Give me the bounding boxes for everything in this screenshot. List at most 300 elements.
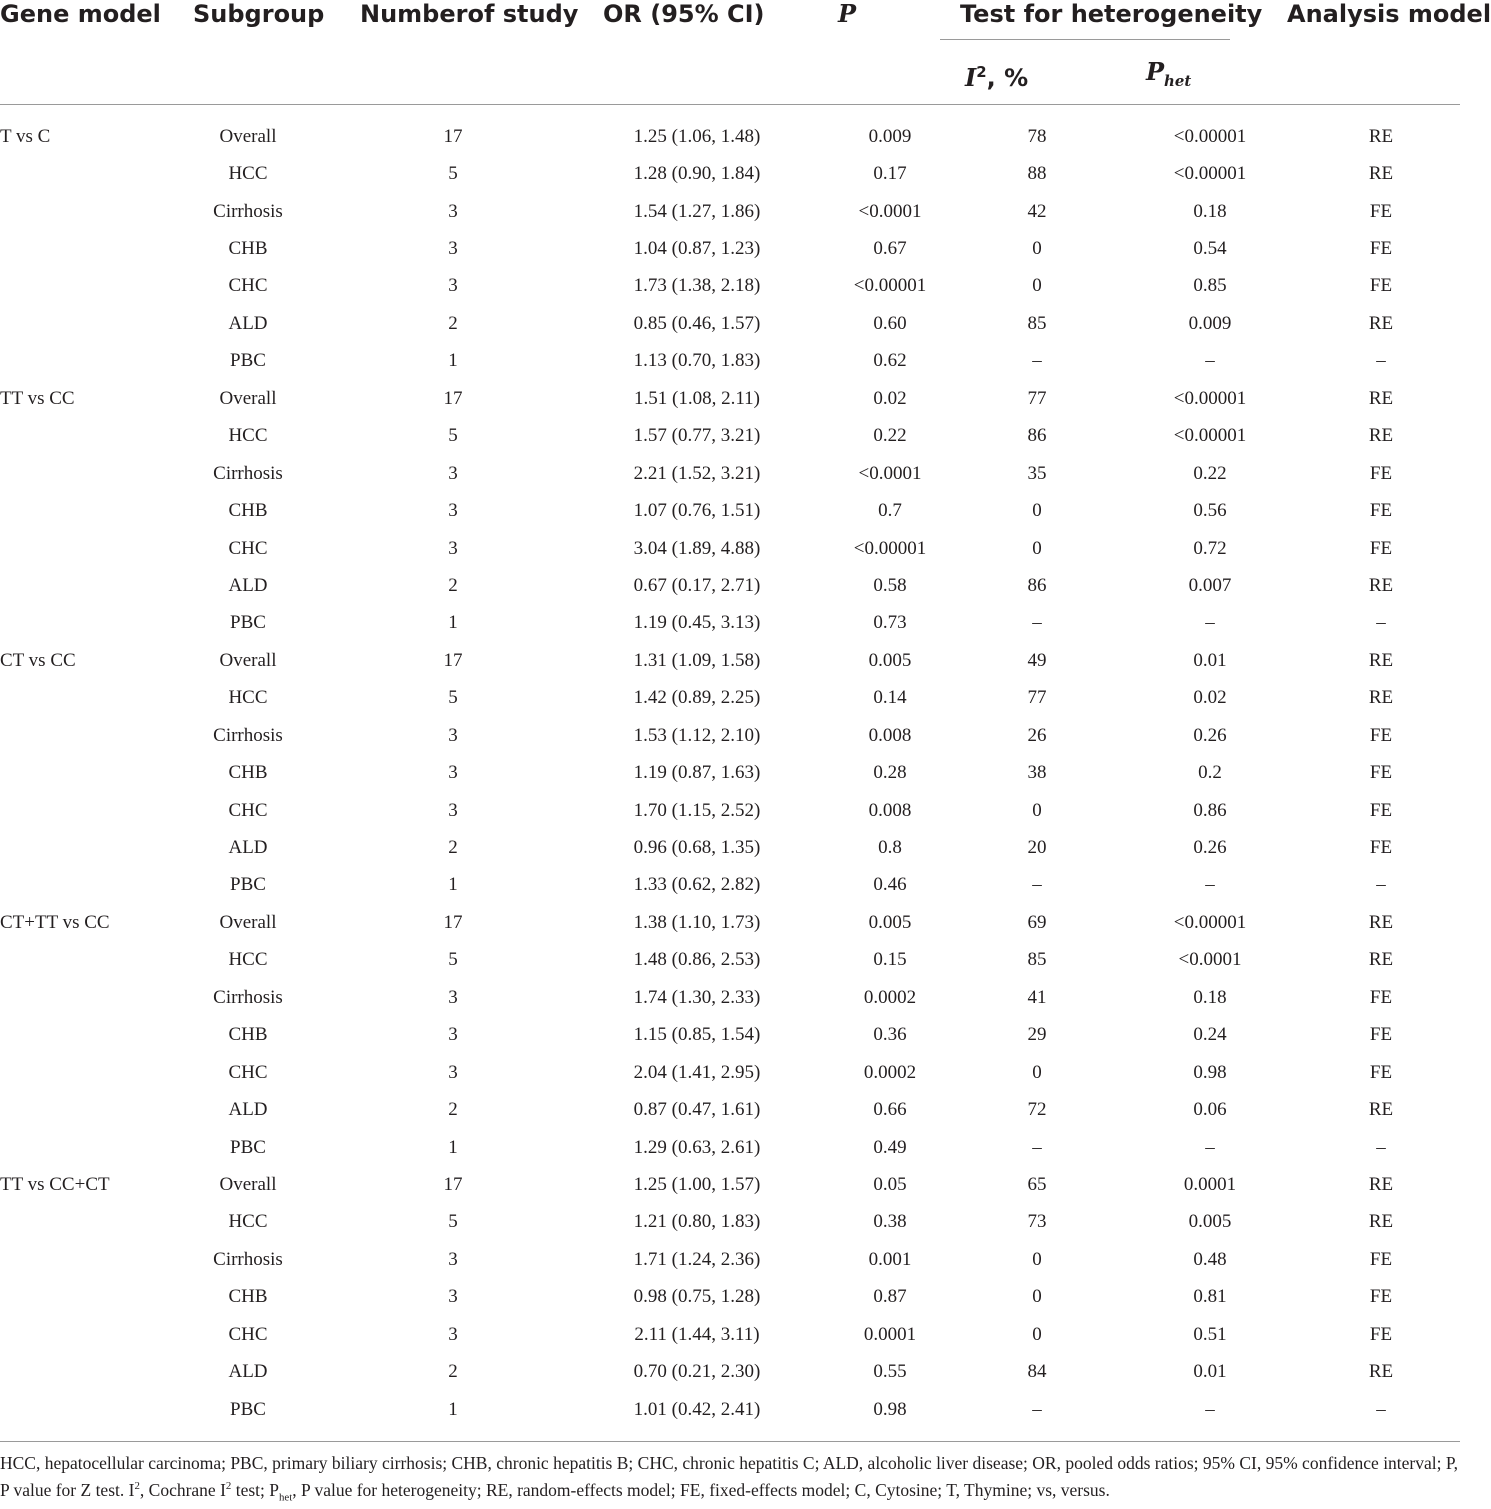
analysis-model-cell: RE	[1368, 312, 1394, 334]
header-phet	[1146, 56, 1191, 97]
i2-cell: –	[1032, 1136, 1042, 1158]
phet-cell: –	[1205, 1136, 1215, 1158]
header-gene-model: Gene model	[0, 0, 161, 28]
analysis-model-cell: FE	[1369, 537, 1393, 559]
table-row	[0, 867, 1460, 904]
table-row	[0, 1241, 1460, 1278]
or-ci-cell: 0.85 (0.46, 1.57)	[633, 312, 761, 334]
subgroup-cell: CHC	[228, 537, 268, 559]
phet-cell: <0.00001	[1173, 425, 1247, 447]
gene-model-cell: TT vs CC	[0, 387, 75, 409]
i2-cell: 38	[1027, 762, 1047, 784]
header-or-ci: OR (95% CI)	[603, 0, 765, 28]
heterogeneity-underline	[940, 39, 1230, 40]
or-ci-cell: 1.21 (0.80, 1.83)	[633, 1211, 761, 1233]
table-row	[0, 455, 1460, 492]
or-ci-cell: 2.04 (1.41, 2.95)	[633, 1061, 761, 1083]
footnote-text-1: HCC, hepatocellular carcinoma; PBC, primary biliary cirrhosis; CHB, chronic hepatitis B; CHC, chronic hepatitis C; ALD, alcoholic liver disease; OR, pooled odds ratios; 95% CI, 95% confidence interval; P, P value for Z test. I	[0, 1453, 1459, 1500]
analysis-model-cell: –	[1376, 874, 1386, 896]
footer-divider	[0, 1441, 1460, 1442]
number-of-study-cell: 5	[448, 949, 458, 971]
i2-cell: 73	[1027, 1211, 1047, 1233]
table-row	[0, 904, 1460, 941]
phet-cell: <0.00001	[1173, 125, 1247, 147]
i2-cell: 78	[1027, 125, 1047, 147]
phet-cell: –	[1205, 1398, 1215, 1420]
table-row	[0, 605, 1460, 642]
analysis-model-cell: RE	[1368, 911, 1394, 933]
i2-cell: 0	[1032, 537, 1042, 559]
results-table-body	[0, 118, 1460, 1428]
i2-cell: 65	[1027, 1173, 1047, 1195]
gene-model-cell	[0, 754, 160, 791]
or-ci-cell: 1.38 (1.10, 1.73)	[633, 911, 761, 933]
number-of-study-cell: 17	[443, 125, 463, 147]
i2-cell: 86	[1027, 574, 1047, 596]
gene-model-cell	[0, 1204, 160, 1241]
p-value-cell: 0.62	[873, 350, 907, 372]
or-ci-cell: 1.19 (0.45, 3.13)	[633, 612, 761, 634]
i2-cell: 42	[1027, 200, 1047, 222]
phet-cell: <0.0001	[1178, 949, 1242, 971]
footnote	[0, 1452, 1460, 1509]
i2-cell: 20	[1027, 837, 1047, 859]
number-of-study-cell: 1	[448, 1398, 458, 1420]
phet-cell: <0.00001	[1173, 163, 1247, 185]
analysis-model-cell: FE	[1369, 500, 1393, 522]
table-row	[0, 1091, 1460, 1128]
number-of-study-cell: 3	[448, 799, 458, 821]
table-row	[0, 754, 1460, 791]
header-i2-base: I	[965, 63, 977, 92]
analysis-model-cell: –	[1376, 350, 1386, 372]
table-row	[0, 1017, 1460, 1054]
p-value-cell: 0.17	[873, 163, 907, 185]
table-row	[0, 193, 1460, 230]
table-row	[0, 567, 1460, 604]
subgroup-cell: HCC	[228, 163, 268, 185]
gene-model-cell	[0, 1129, 160, 1166]
analysis-model-cell: RE	[1368, 1099, 1394, 1121]
gene-model-cell: T vs C	[0, 125, 51, 147]
analysis-model-cell: RE	[1368, 125, 1394, 147]
analysis-model-cell: RE	[1368, 1361, 1394, 1383]
table-row	[0, 230, 1460, 267]
analysis-model-cell: FE	[1369, 986, 1393, 1008]
subgroup-cell: Cirrhosis	[213, 200, 283, 222]
p-value-cell: <0.0001	[858, 462, 922, 484]
analysis-model-cell: RE	[1368, 649, 1394, 671]
table-row	[0, 492, 1460, 529]
analysis-model-cell: RE	[1368, 574, 1394, 596]
table-row	[0, 829, 1460, 866]
phet-cell: 0.01	[1193, 649, 1227, 671]
phet-cell: 0.01	[1193, 1361, 1227, 1383]
number-of-study-cell: 3	[448, 462, 458, 484]
phet-cell: 0.06	[1193, 1099, 1227, 1121]
gene-model-cell	[0, 530, 160, 567]
or-ci-cell: 2.21 (1.52, 3.21)	[633, 462, 761, 484]
header-phet-sub: het	[1164, 71, 1192, 90]
analysis-model-cell: RE	[1368, 687, 1394, 709]
p-value-cell: 0.58	[873, 574, 907, 596]
table-row	[0, 305, 1460, 342]
subgroup-cell: Cirrhosis	[213, 724, 283, 746]
gene-model-cell: CT+TT vs CC	[0, 911, 110, 933]
table-row	[0, 1204, 1460, 1241]
or-ci-cell: 1.07 (0.76, 1.51)	[633, 500, 761, 522]
number-of-study-cell: 3	[448, 1248, 458, 1270]
p-value-cell: 0.87	[873, 1286, 907, 1308]
p-value-cell: 0.02	[873, 387, 907, 409]
analysis-model-cell: FE	[1369, 200, 1393, 222]
p-value-cell: 0.55	[873, 1361, 907, 1383]
p-value-cell: 0.008	[868, 799, 912, 821]
gene-model-cell	[0, 1391, 160, 1428]
or-ci-cell: 1.74 (1.30, 2.33)	[633, 986, 761, 1008]
gene-model-cell: CT vs CC	[0, 649, 76, 671]
subgroup-cell: Cirrhosis	[213, 1248, 283, 1270]
i2-cell: 86	[1027, 425, 1047, 447]
subgroup-cell: CHB	[228, 1286, 268, 1308]
phet-cell: 0.005	[1188, 1211, 1232, 1233]
gene-model-cell	[0, 792, 160, 829]
p-value-cell: 0.05	[873, 1173, 907, 1195]
gene-model-cell	[0, 829, 160, 866]
number-of-study-cell: 17	[443, 911, 463, 933]
subgroup-cell: HCC	[228, 1211, 268, 1233]
subgroup-cell: CHB	[228, 762, 268, 784]
number-of-study-cell: 2	[448, 837, 458, 859]
or-ci-cell: 1.19 (0.87, 1.63)	[633, 762, 761, 784]
gene-model-cell	[0, 155, 160, 192]
or-ci-cell: 1.13 (0.70, 1.83)	[633, 350, 761, 372]
header-number-of-study: Numberof study	[360, 0, 579, 28]
i2-cell: 35	[1027, 462, 1047, 484]
number-of-study-cell: 3	[448, 1024, 458, 1046]
p-value-cell: 0.22	[873, 425, 907, 447]
gene-model-cell	[0, 867, 160, 904]
subgroup-cell: Overall	[219, 1173, 277, 1195]
phet-cell: 0.98	[1193, 1061, 1227, 1083]
subgroup-cell: ALD	[228, 1099, 268, 1121]
i2-cell: 0	[1032, 1286, 1042, 1308]
phet-cell: 0.81	[1193, 1286, 1227, 1308]
i2-cell: 29	[1027, 1024, 1047, 1046]
or-ci-cell: 1.29 (0.63, 2.61)	[633, 1136, 761, 1158]
subgroup-cell: CHB	[228, 500, 268, 522]
results-table	[0, 118, 1460, 1428]
number-of-study-cell: 2	[448, 1099, 458, 1121]
header-heterogeneity: Test for heterogeneity	[960, 0, 1263, 28]
number-of-study-cell: 5	[448, 425, 458, 447]
number-of-study-cell: 17	[443, 649, 463, 671]
number-of-study-cell: 3	[448, 986, 458, 1008]
i2-cell: 0	[1032, 799, 1042, 821]
subgroup-cell: ALD	[228, 312, 268, 334]
or-ci-cell: 1.01 (0.42, 2.41)	[633, 1398, 761, 1420]
number-of-study-cell: 5	[448, 1211, 458, 1233]
table-row	[0, 1054, 1460, 1091]
subgroup-cell: Overall	[219, 911, 277, 933]
or-ci-cell: 1.28 (0.90, 1.84)	[633, 163, 761, 185]
number-of-study-cell: 17	[443, 1173, 463, 1195]
p-value-cell: 0.36	[873, 1024, 907, 1046]
number-of-study-cell: 2	[448, 1361, 458, 1383]
table-row	[0, 268, 1460, 305]
subgroup-cell: CHC	[228, 275, 268, 297]
phet-cell: –	[1205, 874, 1215, 896]
number-of-study-cell: 2	[448, 312, 458, 334]
analysis-model-cell: FE	[1369, 799, 1393, 821]
analysis-model-cell: RE	[1368, 1173, 1394, 1195]
analysis-model-cell: FE	[1369, 1323, 1393, 1345]
footnote-sup-1: 2	[134, 1480, 140, 1492]
analysis-model-cell: RE	[1368, 1211, 1394, 1233]
header-phet-base: P	[1146, 57, 1165, 86]
gene-model-cell	[0, 1316, 160, 1353]
or-ci-cell: 1.25 (1.06, 1.48)	[633, 125, 761, 147]
phet-cell: <0.00001	[1173, 387, 1247, 409]
p-value-cell: 0.001	[868, 1248, 912, 1270]
p-value-cell: 0.005	[868, 649, 912, 671]
gene-model-cell	[0, 268, 160, 305]
or-ci-cell: 1.71 (1.24, 2.36)	[633, 1248, 761, 1270]
p-value-cell: 0.15	[873, 949, 907, 971]
subgroup-cell: CHB	[228, 1024, 268, 1046]
subgroup-cell: HCC	[228, 949, 268, 971]
or-ci-cell: 1.53 (1.12, 2.10)	[633, 724, 761, 746]
subgroup-cell: Cirrhosis	[213, 462, 283, 484]
or-ci-cell: 1.57 (0.77, 3.21)	[633, 425, 761, 447]
phet-cell: 0.02	[1193, 687, 1227, 709]
or-ci-cell: 1.48 (0.86, 2.53)	[633, 949, 761, 971]
number-of-study-cell: 2	[448, 574, 458, 596]
or-ci-cell: 1.54 (1.27, 1.86)	[633, 200, 761, 222]
header-divider	[0, 104, 1460, 105]
analysis-model-cell: RE	[1368, 949, 1394, 971]
p-value-cell: 0.7	[878, 500, 902, 522]
header-i2-sup: 2	[976, 63, 987, 81]
or-ci-cell: 0.87 (0.47, 1.61)	[633, 1099, 761, 1121]
subgroup-cell: CHC	[228, 1323, 268, 1345]
gene-model-cell: TT vs CC+CT	[0, 1173, 110, 1195]
number-of-study-cell: 3	[448, 537, 458, 559]
analysis-model-cell: FE	[1369, 837, 1393, 859]
number-of-study-cell: 1	[448, 612, 458, 634]
or-ci-cell: 1.31 (1.09, 1.58)	[633, 649, 761, 671]
analysis-model-cell: FE	[1369, 462, 1393, 484]
i2-cell: 0	[1032, 1061, 1042, 1083]
i2-cell: –	[1032, 1398, 1042, 1420]
phet-cell: <0.00001	[1173, 911, 1247, 933]
p-value-cell: 0.008	[868, 724, 912, 746]
p-value-cell: 0.005	[868, 911, 912, 933]
gene-model-cell	[0, 305, 160, 342]
phet-cell: 0.24	[1193, 1024, 1227, 1046]
number-of-study-cell: 5	[448, 687, 458, 709]
analysis-model-cell: RE	[1368, 425, 1394, 447]
table-row	[0, 1316, 1460, 1353]
phet-cell: 0.2	[1198, 762, 1222, 784]
or-ci-cell: 0.67 (0.17, 2.71)	[633, 574, 761, 596]
p-value-cell: 0.60	[873, 312, 907, 334]
number-of-study-cell: 1	[448, 1136, 458, 1158]
analysis-model-cell: FE	[1369, 1024, 1393, 1046]
or-ci-cell: 0.70 (0.21, 2.30)	[633, 1361, 761, 1383]
number-of-study-cell: 3	[448, 724, 458, 746]
subgroup-cell: PBC	[230, 874, 266, 896]
subgroup-cell: HCC	[228, 425, 268, 447]
number-of-study-cell: 1	[448, 350, 458, 372]
table-row	[0, 1391, 1460, 1428]
or-ci-cell: 1.15 (0.85, 1.54)	[633, 1024, 761, 1046]
phet-cell: 0.85	[1193, 275, 1227, 297]
phet-cell: 0.72	[1193, 537, 1227, 559]
number-of-study-cell: 3	[448, 275, 458, 297]
analysis-model-cell: RE	[1368, 387, 1394, 409]
table-row	[0, 118, 1460, 155]
table-row	[0, 942, 1460, 979]
i2-cell: 88	[1027, 163, 1047, 185]
table-row	[0, 717, 1460, 754]
table-row	[0, 418, 1460, 455]
gene-model-cell	[0, 455, 160, 492]
table-row	[0, 1353, 1460, 1390]
analysis-model-cell: –	[1376, 1136, 1386, 1158]
table-row	[0, 680, 1460, 717]
number-of-study-cell: 3	[448, 762, 458, 784]
analysis-model-cell: FE	[1369, 275, 1393, 297]
phet-cell: 0.22	[1193, 462, 1227, 484]
gene-model-cell	[0, 1353, 160, 1390]
subgroup-cell: ALD	[228, 1361, 268, 1383]
number-of-study-cell: 3	[448, 1323, 458, 1345]
subgroup-cell: PBC	[230, 612, 266, 634]
or-ci-cell: 3.04 (1.89, 4.88)	[633, 537, 761, 559]
subgroup-cell: PBC	[230, 1136, 266, 1158]
table-row	[0, 530, 1460, 567]
or-ci-cell: 1.42 (0.89, 2.25)	[633, 687, 761, 709]
phet-cell: 0.18	[1193, 986, 1227, 1008]
gene-model-cell	[0, 1241, 160, 1278]
analysis-model-cell: FE	[1369, 238, 1393, 260]
number-of-study-cell: 3	[448, 238, 458, 260]
p-value-cell: <0.00001	[853, 537, 927, 559]
footnote-sup-2: 2	[225, 1480, 232, 1492]
i2-cell: 84	[1027, 1361, 1047, 1383]
gene-model-cell	[0, 193, 160, 230]
gene-model-cell	[0, 492, 160, 529]
header-i2	[965, 56, 1028, 94]
table-row	[0, 642, 1460, 679]
gene-model-cell	[0, 605, 160, 642]
subgroup-cell: PBC	[230, 1398, 266, 1420]
p-value-cell: 0.8	[878, 837, 902, 859]
i2-cell: –	[1032, 874, 1042, 896]
or-ci-cell: 1.33 (0.62, 2.82)	[633, 874, 761, 896]
or-ci-cell: 1.04 (0.87, 1.23)	[633, 238, 761, 260]
analysis-model-cell: FE	[1369, 762, 1393, 784]
table-row	[0, 343, 1460, 380]
p-value-cell: 0.46	[873, 874, 907, 896]
phet-cell: –	[1205, 350, 1215, 372]
i2-cell: 0	[1032, 500, 1042, 522]
gene-model-cell	[0, 1279, 160, 1316]
p-value-cell: 0.73	[873, 612, 907, 634]
subgroup-cell: ALD	[228, 837, 268, 859]
p-value-cell: <0.00001	[853, 275, 927, 297]
phet-cell: 0.007	[1188, 574, 1232, 596]
i2-cell: 0	[1032, 1323, 1042, 1345]
i2-cell: –	[1032, 350, 1042, 372]
header-i2-suffix: , %	[986, 64, 1029, 92]
analysis-model-cell: FE	[1369, 1248, 1393, 1270]
phet-cell: 0.86	[1193, 799, 1227, 821]
analysis-model-cell: FE	[1369, 1061, 1393, 1083]
i2-cell: 72	[1027, 1099, 1047, 1121]
table-row	[0, 1129, 1460, 1166]
table-row	[0, 155, 1460, 192]
footnote-text-3: test; P	[231, 1479, 279, 1500]
p-value-cell: 0.66	[873, 1099, 907, 1121]
gene-model-cell	[0, 230, 160, 267]
or-ci-cell: 1.73 (1.38, 2.18)	[633, 275, 761, 297]
subgroup-cell: CHC	[228, 799, 268, 821]
p-value-cell: 0.0002	[863, 1061, 917, 1083]
analysis-model-cell: FE	[1369, 1286, 1393, 1308]
gene-model-cell	[0, 418, 160, 455]
subgroup-cell: Overall	[219, 649, 277, 671]
i2-cell: 0	[1032, 238, 1042, 260]
i2-cell: 41	[1027, 986, 1047, 1008]
gene-model-cell	[0, 567, 160, 604]
table-row	[0, 792, 1460, 829]
or-ci-cell: 1.25 (1.00, 1.57)	[633, 1173, 761, 1195]
table-row	[0, 380, 1460, 417]
or-ci-cell: 1.70 (1.15, 2.52)	[633, 799, 761, 821]
number-of-study-cell: 3	[448, 500, 458, 522]
analysis-model-cell: FE	[1369, 724, 1393, 746]
subgroup-cell: Cirrhosis	[213, 986, 283, 1008]
subgroup-cell: CHB	[228, 238, 268, 260]
or-ci-cell: 1.51 (1.08, 2.11)	[634, 387, 760, 409]
i2-cell: 85	[1027, 949, 1047, 971]
i2-cell: –	[1032, 612, 1042, 634]
p-value-cell: 0.14	[873, 687, 907, 709]
gene-model-cell	[0, 942, 160, 979]
subgroup-cell: Overall	[219, 387, 277, 409]
analysis-model-cell: –	[1376, 1398, 1386, 1420]
analysis-model-cell: –	[1376, 612, 1386, 634]
i2-cell: 0	[1032, 1248, 1042, 1270]
gene-model-cell	[0, 680, 160, 717]
number-of-study-cell: 3	[448, 1061, 458, 1083]
i2-cell: 0	[1032, 275, 1042, 297]
number-of-study-cell: 17	[443, 387, 463, 409]
p-value-cell: 0.28	[873, 762, 907, 784]
subgroup-cell: PBC	[230, 350, 266, 372]
p-value-cell: 0.0002	[863, 986, 917, 1008]
table-row	[0, 1166, 1460, 1203]
analysis-model-cell: RE	[1368, 163, 1394, 185]
gene-model-cell	[0, 1054, 160, 1091]
i2-cell: 49	[1027, 649, 1047, 671]
p-value-cell: 0.49	[873, 1136, 907, 1158]
i2-cell: 69	[1027, 911, 1047, 933]
number-of-study-cell: 5	[448, 163, 458, 185]
table-row	[0, 1279, 1460, 1316]
